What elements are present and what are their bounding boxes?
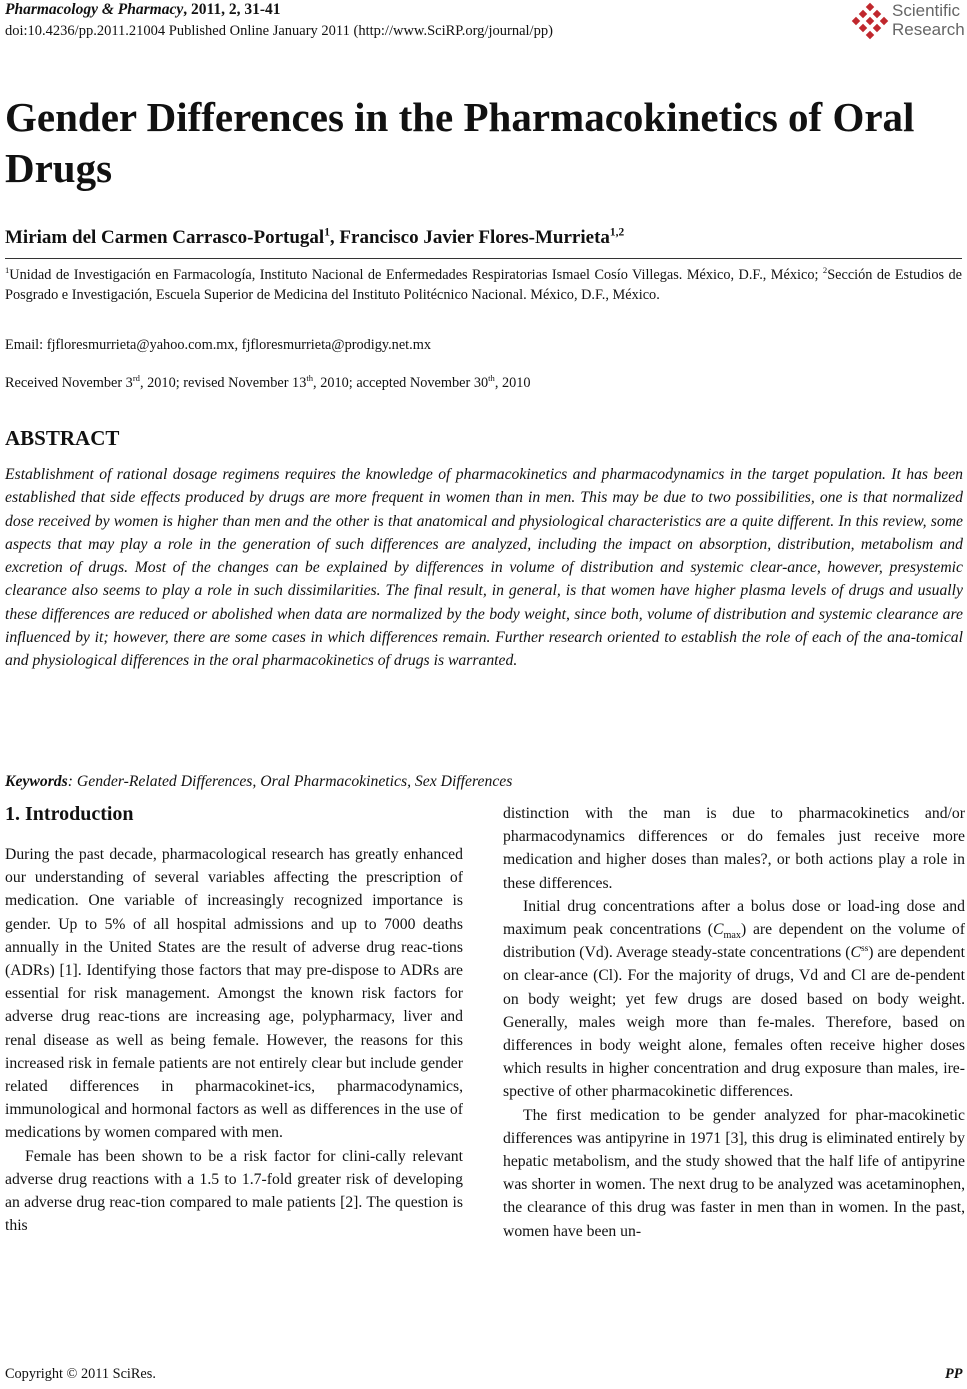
journal-name: Pharmacology & Pharmacy [5,1,184,18]
affil-2: Sección de Estudios de Posgrado e Investigación, Escuela Superior de Medicina del Instituto Politécnico Nacional. México, D.F., México. [5,267,963,303]
copyright-notice: Copyright © 2011 SciRes. [5,1366,156,1382]
affil-1-marker: 1 [5,265,10,276]
css-symbol: C [850,944,861,962]
contact-email: Email: fjfloresmurrieta@yahoo.com.mx, fjfloresmurrieta@prodigy.net.mx [5,337,431,353]
abstract-heading: ABSTRACT [5,426,120,450]
affil-2-marker: 2 [822,265,828,276]
received-sup-a: rd [132,373,140,384]
intro-paragraph-4 [503,895,965,1104]
css-superscript: ss [860,943,869,954]
header-divider [5,258,962,259]
intro-paragraph-3: distinction with the man is due to pharmacokinetics and/or pharmacodynamics differences or do females just receive more medication and higher doses than males?, or both actions play a role in these differences. [503,805,965,892]
received-sup-c: th [488,373,495,384]
affiliations [5,265,962,305]
keywords [5,773,512,791]
logo-line-1: Scientific [892,1,961,20]
abstract-text: Establishment of rational dosage regimens requires the knowledge of pharmacokinetics and pharmacodynamics in the target population. It has been established that side effects produced by drugs are more frequent in women than in men. This may be due to two possibilities, one is that normalized dose received by women is higher than men and the other is that anatomical and physiological characteristics are a quite different. In this review, some aspects that may play a role in the generation of such differences are analyzed, including the impact on absorption, distribution, metabolism and excretion of drugs. Most of the changes can be explained by differences in volume of distribution and systemic clear-ance, however, presystemic clearance also seems to play a role in such dissimilarities. The final result, in general, is that women have higher plasma levels of drugs and usually these differences are reduced or abolished when data are normalized by the body weight, since both, volume of distribution and systemic clearance are influenced by it; however, there are some cases in which differences remain. Further research oriented to establish the role of each of the ana-tomical and physiological differences in the oral pharmacokinetics of drugs is warranted. [5,466,963,670]
intro-paragraph-1: During the past decade, pharmacological research has greatly enhanced our understanding of several variables affecting the prescription of medication. One variable of increasingly recognized importance is gender. Up to 5% of all hospital admissions and up to 7000 deaths annually in the United States are the result of adverse drug reac-tions (ADRs) [1]. Identifying those factors that may pre-dispose to ADRs are essential for risk management. Amongst the known risk factors for adverse drug reac-tions are increasing age, polypharmacy, liver and renal disease as well as being female. However, the reasons for this increased risk in female patients are not entirely clear but include gender related differences in pharmacokinet-ics, pharmacodynamics, immunological and hormonal factors as well as differences in the use of medications by women compared with men. [5,846,463,1142]
journal-abbreviation: PP [945,1366,963,1382]
article-title: Gender Differences in the Pharmacokinetics of Oral Drugs [5,94,915,191]
received-text-d: , 2010 [494,375,531,391]
section-heading-introduction: 1. Introduction [5,803,134,825]
logo-line-2: Research [892,20,965,39]
intro-paragraph-2: Female has been shown to be a risk factor for clini-cally relevant adverse drug reactions with a 1.5 to 1.7-fold greater risk of developing an adverse drug reac-tion compared to male patients [2]. The question is this [5,1147,463,1235]
journal-issue: , 2011, 2, 31-41 [183,1,281,18]
p4-text-b: ) are dependent on the volume of distribution (Vd). Average steady-state concentrations ( [503,921,965,962]
cmax-symbol: C [713,921,724,939]
keywords-label: Keywords [5,773,68,790]
diamond-dots-logo-icon [850,2,890,42]
author-2-affil: 1,2 [609,226,625,239]
doi-line: doi:10.4236/pp.2011.21004 Published Online January 2011 (http://www.SciRP.org/journal/pp) [5,23,553,39]
cmax-subscript: max [723,930,742,942]
author-1-affil: 1 [324,226,330,239]
publisher-logo [850,0,965,44]
journal-citation [5,1,281,19]
p4-text-c: ) are dependent on clear-ance (Cl). For the majority of drugs, Vd and Cl are de-pendent on body weight; yet few drugs are dosed based on body weight. Generally, males weigh more than fe-males. Therefore, based on differences in body weight alone, females often receive higher doses which results in higher concentration and drug exposure than males, ire-spective of other pharmacokinetic differences. [503,944,965,1101]
author-list [5,227,624,249]
affil-1: Unidad de Investigación en Farmacología, Instituto Nacional de Enfermedades Respiratorias Ismael Cosío Villegas. México, D.F., México; [9,267,823,283]
received-sup-b: th [306,373,314,384]
received-dates [5,375,531,392]
author-separator: , [329,227,340,248]
received-text-c: , 2010; accepted November 30 [313,375,489,391]
author-1: Miriam del Carmen Carrasco-Portugal [5,227,325,248]
received-text-b: , 2010; revised November 13 [139,375,307,391]
right-column [503,802,965,1243]
logo-text [892,1,965,39]
p4-text-a: Initial drug concentrations after a bolus dose or load-ing dose and maximum peak concentrations ( [503,897,965,939]
author-2: Francisco Javier Flores-Murrieta [339,227,610,248]
keywords-list: : Gender-Related Differences, Oral Pharmacokinetics, Sex Differences [67,773,513,790]
received-text-a: Received November 3 [5,375,133,391]
left-column [5,843,463,1237]
intro-paragraph-5: The first medication to be gender analyzed for phar-macokinetic differences was antipyrine in 1971 [3], this drug is eliminated entirely by hepatic metabolism, and the study showed that the half life of antipyrine was shorter in women. The next drug to be analyzed was acetaminophen, the clearance of this drug was faster in men than in women. In the past, women have been un- [503,1106,965,1240]
